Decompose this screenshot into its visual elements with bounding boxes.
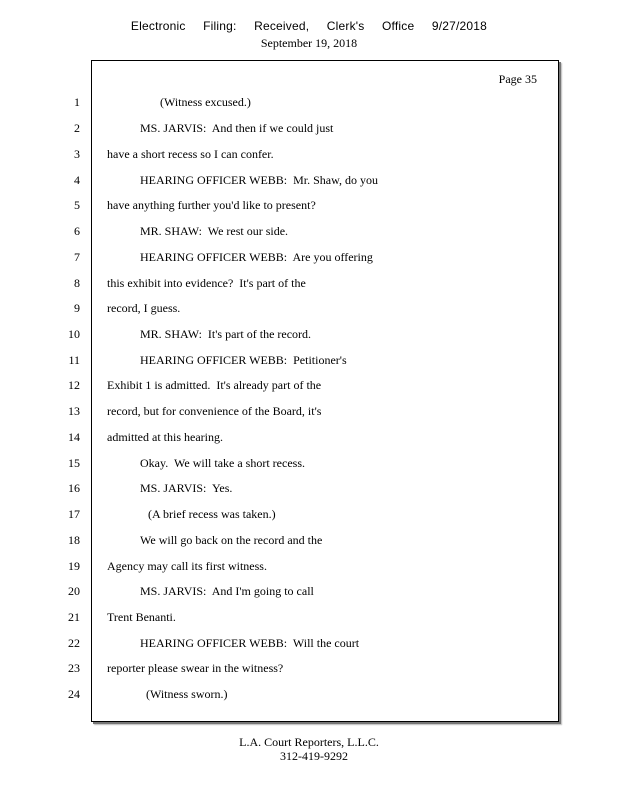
reporter-phone: 312-419-9292 (280, 749, 348, 763)
line-number: 21 (68, 610, 80, 624)
line-number: 15 (68, 456, 80, 470)
transcript-line: Okay. We will take a short recess. (140, 456, 305, 470)
transcript-line: Agency may call its first witness. (107, 559, 267, 573)
line-number: 12 (68, 378, 80, 392)
page-number: Page 35 (498, 72, 537, 86)
line-number: 16 (68, 481, 80, 495)
transcript-line: (Witness sworn.) (146, 687, 228, 701)
hearing-date: September 19, 2018 (260, 36, 358, 50)
transcript-line: have a short recess so I can confer. (107, 147, 274, 161)
transcript-line: MS. JARVIS: And I'm going to call (140, 584, 314, 598)
line-number: 1 (74, 95, 80, 109)
transcript-line: HEARING OFFICER WEBB: Will the court (140, 636, 360, 650)
transcript-line: Exhibit 1 is admitted. It's already part of the (107, 378, 322, 392)
transcript-line: We will go back on the record and the (140, 533, 323, 547)
line-number: 11 (68, 353, 80, 367)
line-number: 10 (68, 327, 80, 341)
line-number: 20 (68, 584, 80, 598)
transcript-line: Trent Benanti. (107, 610, 176, 624)
line-number: 13 (68, 404, 80, 418)
line-number: 14 (68, 430, 80, 444)
line-number: 6 (74, 224, 80, 238)
line-number: 22 (68, 636, 80, 650)
transcript-line: reporter please swear in the witness? (107, 661, 284, 675)
line-number: 19 (68, 559, 80, 573)
line-number: 18 (68, 533, 80, 547)
transcript-line: (A brief recess was taken.) (148, 507, 276, 521)
line-number: 2 (74, 121, 80, 135)
transcript-line: have anything further you'd like to present? (107, 198, 316, 212)
transcript-line: MS. JARVIS: Yes. (140, 481, 233, 495)
line-number: 23 (68, 661, 80, 675)
transcript-line: MR. SHAW: It's part of the record. (140, 327, 312, 341)
line-number: 24 (68, 687, 80, 701)
transcript-line: HEARING OFFICER WEBB: Are you offering (140, 250, 373, 264)
transcript-line: this exhibit into evidence? It's part of the (107, 276, 306, 290)
transcript-line: HEARING OFFICER WEBB: Mr. Shaw, do you (140, 173, 379, 187)
transcript-line: MR. SHAW: We rest our side. (140, 224, 289, 238)
line-number: 3 (74, 147, 80, 161)
line-number: 8 (74, 276, 80, 290)
transcript-line: HEARING OFFICER WEBB: Petitioner's (140, 353, 347, 367)
line-number: 5 (74, 198, 80, 212)
transcript-line: record, but for convenience of the Board, it's (107, 404, 322, 418)
line-number: 9 (74, 301, 80, 315)
transcript-line: admitted at this hearing. (107, 430, 223, 444)
line-number: 4 (74, 173, 80, 187)
line-number: 17 (68, 507, 80, 521)
transcript-line: record, I guess. (107, 301, 181, 315)
transcript-line: (Witness excused.) (160, 95, 251, 109)
transcript-line: MS. JARVIS: And then if we could just (140, 121, 334, 135)
reporter-company: L.A. Court Reporters, L.L.C. (239, 735, 379, 749)
line-number: 7 (74, 250, 80, 264)
filing-stamp-header: Electronic Filing: Received, Clerk's Office 9/27/2018 (130, 19, 488, 33)
